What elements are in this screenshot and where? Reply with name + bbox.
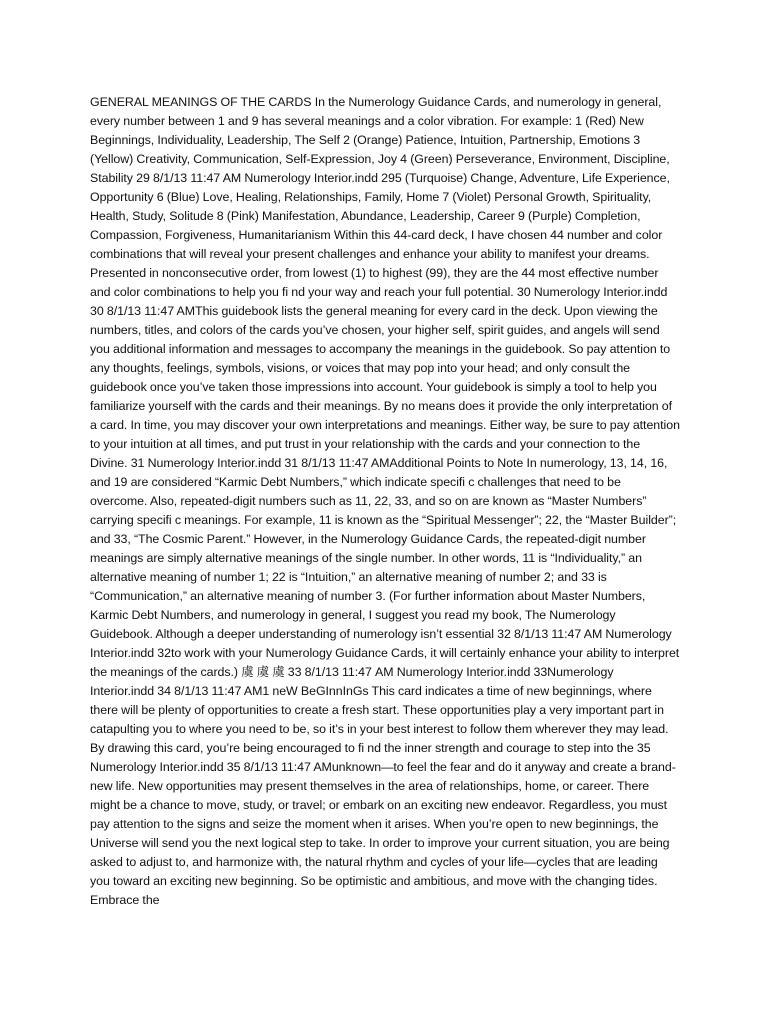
document-page xyxy=(90,93,680,910)
body-text: GENERAL MEANINGS OF THE CARDS In the Numerology Guidance Cards, and numerology in general, every number between 1 and 9 has several meanings and a color vibration. For example: 1 (Red) New Beginnings, Individuality, Leadership, The Self 2 (Orange) Patience, Intuition, Partnership, Emotions 3 (Yellow) Creativity, Communication, Self-Expression, Joy 4 (Green) Perseverance, Environment, Discipline, Stability 29 8/1/13 11:47 AM Numerology Interior.indd 295 (Turquoise) Change, Adventure, Life Experience, Opportunity 6 (Blue) Love, Healing, Relationships, Family, Home 7 (Violet) Personal Growth, Spirituality, Health, Study, Solitude 8 (Pink) Manifestation, Abundance, Leadership, Career 9 (Purple) Completion, Compassion, Forgiveness, Humanitarianism Within this 44-card deck, I have chosen 44 number and color combinations that will reveal your present challenges and enhance your ability to manifest your dreams. Presented in nonconsecutive order, from lowest (1) to highest (99), they are the 44 most effective number and color combinations to help you fi nd your way and reach your full potential. 30 Numerology Interior.indd 30 8/1/13 11:47 AMThis guidebook lists the general meaning for every card in the deck. Upon viewing the numbers, titles, and colors of the cards you’ve chosen, your higher self, spirit guides, and angels will send you additional information and messages to accompany the meanings in the guidebook. So pay attention to any thoughts, feelings, symbols, visions, or voices that may pop into your head; and only consult the guidebook once you’ve taken those impressions into account. Your guidebook is simply a tool to help you familiarize yourself with the cards and their meanings. By no means does it provide the only interpretation of a card. In time, you may discover your own interpretations and meanings. Either way, be sure to pay attention to your intuition at all times, and put trust in your relationship with the cards and your connection to the Divine. 31 Numerology Interior.indd 31 8/1/13 11:47 AMAdditional Points to Note In numerology, 13, 14, 16, and 19 are considered “Karmic Debt Numbers,” which indicate specifi c challenges that need to be overcome. Also, repeated-digit numbers such as 11, 22, 33, and so on are known as “Master Numbers” carrying specifi c meanings. For example, 11 is known as the “Spiritual Messenger”; 22, the “Master Builder”; and 33, “The Cosmic Parent.” However, in the Numerology Guidance Cards, the repeated-digit number meanings are simply alternative meanings of the single number. In other words, 11 is “Individuality,” an alternative meaning of number 1; 22 is “Intuition,” an alternative meaning of number 2; and 33 is “Communication,” an alternative meaning of number 3. (For further information about Master Numbers, Karmic Debt Numbers, and numerology in general, I suggest you read my book, The Numerology Guidebook. Although a deeper understanding of numerology isn’t essential 32 8/1/13 11:47 AM Numerology Interior.indd 32to work with your Numerology Guidance Cards, it will certainly enhance your ability to interpret the meanings of the cards.) 虞 虞 虞 33 8/1/13 11:47 AM Numerology Interior.indd 33Numerology Interior.indd 34 8/1/13 11:47 AM1 neW BeGInnInGs This card indicates a time of new beginnings, where there will be plenty of opportunities to create a fresh start. These opportunities play a very important part in catapulting you to where you need to be, so it’s in your best interest to follow them wherever they may lead. By drawing this card, you’re being encouraged to fi nd the inner strength and courage to step into the 35 Numerology Interior.indd 35 8/1/13 11:47 AMunknown—to feel the fear and do it anyway and create a brand-new life. New opportunities may present themselves in the area of relationships, home, or career. There might be a chance to move, study, or travel; or embark on an exciting new endeavor. Regardless, you must pay attention to the signs and seize the moment when it arises. When you’re open to new beginnings, the Universe will send you the next logical step to take. In order to improve your current situation, you are being asked to adjust to, and harmonize with, the natural rhythm and cycles of your life—cycles that are leading you toward an exciting new beginning. So be optimistic and ambitious, and move with the changing tides. Embrace the xyxy=(90,95,680,907)
